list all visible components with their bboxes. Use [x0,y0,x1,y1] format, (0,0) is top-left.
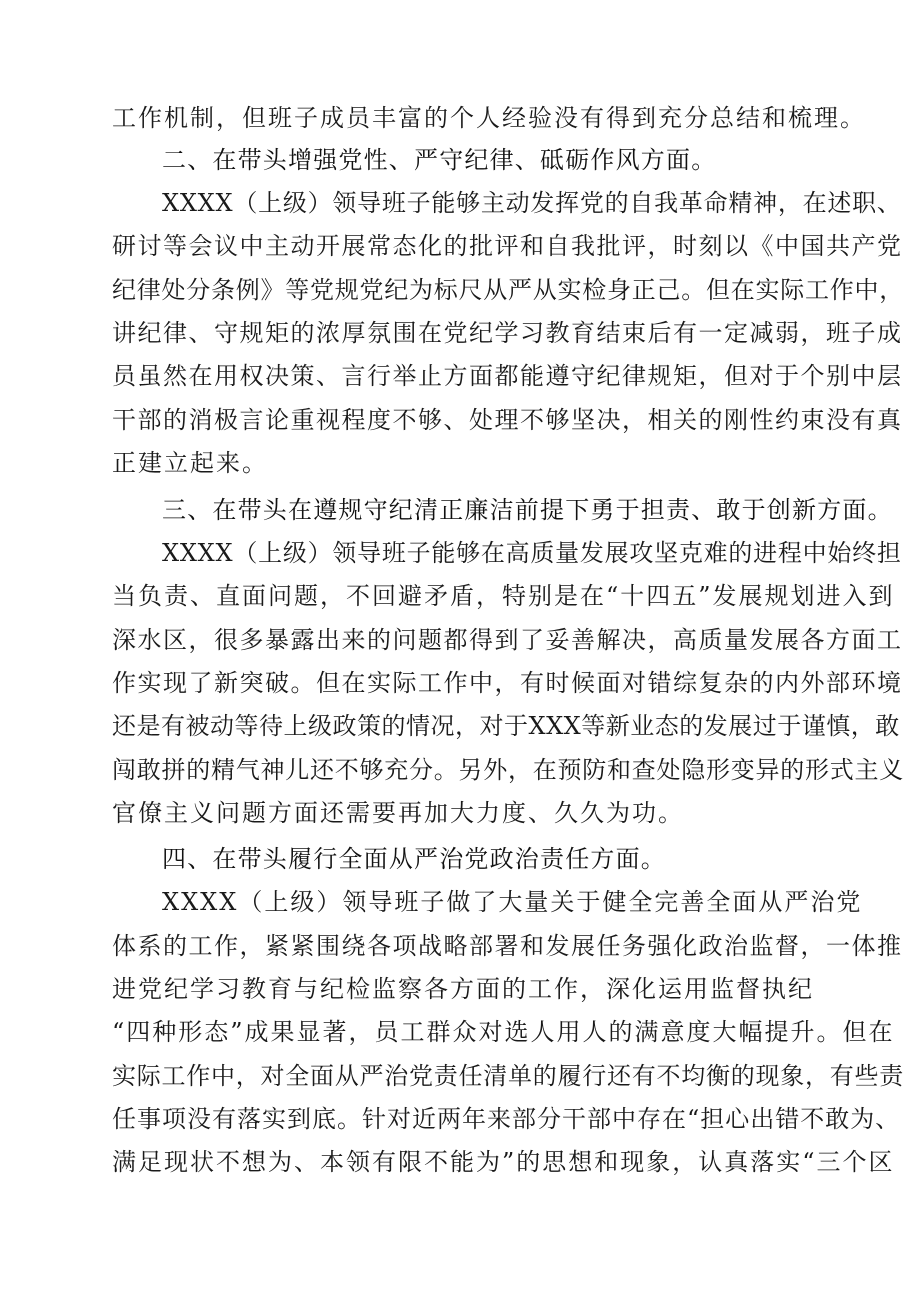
paragraph-line: XXXX（上级）领导班子能够主动发挥党的自我革命精神，在述职、 [162,189,902,217]
section-heading: 四、在带头履行全面从严治党政治责任方面。 [162,845,666,873]
paragraph-line: 任事项没有落实到底。针对近两年来部分干部中存在“担心出错不敢为、 [112,1105,901,1133]
paragraph-line: 进党纪学习教育与纪检监察各方面的工作，深化运用监督执纪 [112,975,814,1003]
paragraph-line: 体系的工作，紧紧围绕各项战略部署和发展任务强化政治监督，一体推 [112,932,903,960]
section-heading: 二、在带头增强党性、严守纪律、砥砺作风方面。 [162,146,717,174]
paragraph-line: 深水区，很多暴露出来的问题都得到了妥善解决，高质量发展各方面工 [112,626,903,654]
paragraph-line: “四种形态”成果显著，员工群众对选人用人的满意度大幅提升。但在 [112,1018,895,1046]
paragraph-line: 当负责、直面问题，不回避矛盾，特别是在“十四五”发展规划进入到 [112,582,895,610]
paragraph-line: XXXX（上级）领导班子能够在高质量发展攻坚克难的进程中始终担 [162,539,902,567]
paragraph-line: 研讨等会议中主动开展常态化的批评和自我批评，时刻以《中国共产党 [112,232,903,260]
paragraph-line: 还是有被动等待上级政策的情况，对于XXX等新业态的发展过于谨慎，敢 [112,712,900,740]
paragraph-line: 讲纪律、守规矩的浓厚氛围在党纪学习教育结束后有一定减弱，班子成 [112,319,903,347]
paragraph-line: 作实现了新突破。但在实际工作中，有时候面对错综复杂的内外部环境 [112,669,903,697]
paragraph-line: 工作机制，但班子成员丰富的个人经验没有得到充分总结和梳理。 [112,104,866,132]
paragraph-line: 官僚主义问题方面还需要再加大力度、久久为功。 [112,799,684,827]
paragraph-line: 纪律处分条例》等党规党纪为标尺从严从实检身正己。但在实际工作中， [112,276,904,304]
paragraph-line: 正建立起来。 [112,449,268,477]
paragraph-line: 实际工作中，对全面从严治党责任清单的履行还有不均衡的现象，有些责 [112,1062,904,1090]
paragraph-line: 干部的消极言论重视程度不够、处理不够坚决，相关的刚性约束没有真 [112,406,903,434]
paragraph-line: XXXX（上级）领导班子做了大量关于健全完善全面从严治党 [162,888,863,916]
paragraph-line: 闯敢拼的精气神儿还不够充分。另外，在预防和查处隐形变异的形式主义 [112,756,904,784]
paragraph-line: 员虽然在用权决策、言行举止方面都能遵守纪律规矩，但对于个别中层 [112,362,903,390]
paragraph-line: 满足现状不想为、本领有限不能为”的思想和现象，认真落实“三个区 [112,1148,895,1176]
section-heading: 三、在带头在遵规守纪清正廉洁前提下勇于担责、敢于创新方面。 [162,496,893,524]
